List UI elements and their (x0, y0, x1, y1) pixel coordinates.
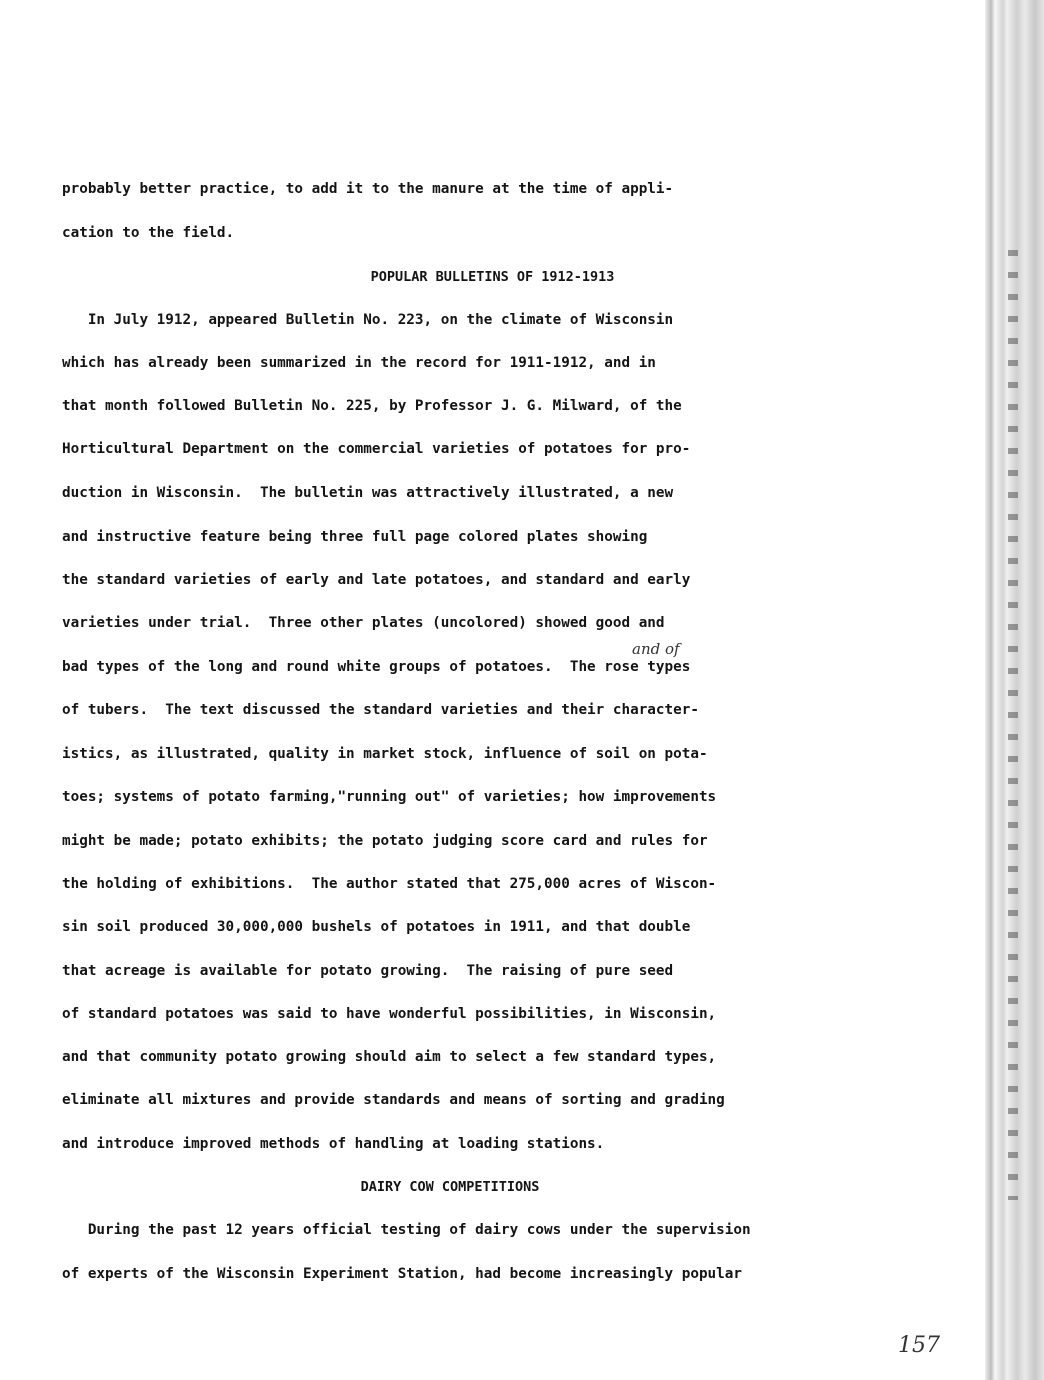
section-heading-popular-bulletins: POPULAR BULLETINS OF 1912-1913 (370, 269, 615, 285)
text-line: In July 1912, appeared Bulletin No. 223, on the climate of Wisconsin (62, 312, 674, 328)
text-line: and that community potato growing should aim to select a few standard types, (62, 1049, 717, 1065)
text-line: probably better practice, to add it to the manure at the time of appli- (62, 181, 674, 197)
page-edge-marks (1008, 250, 1018, 1200)
text-line: that month followed Bulletin No. 225, by Professor J. G. Milward, of the (62, 398, 682, 414)
text-line: Horticultural Department on the commercial varieties of potatoes for pro- (62, 441, 691, 457)
text-line: and introduce improved methods of handling at loading stations. (62, 1136, 605, 1152)
text-line: of experts of the Wisconsin Experiment Station, had become increasingly popular (62, 1266, 742, 1282)
handwritten-insertion: and of (632, 640, 680, 658)
text-line: of tubers. The text discussed the standard varieties and their character- (62, 702, 699, 718)
section-heading-dairy-cow-competitions: DAIRY COW COMPETITIONS (360, 1179, 540, 1195)
text-line: bad types of the long and round white groups of potatoes. The rose types (62, 659, 691, 675)
text-line: the standard varieties of early and late potatoes, and standard and early (62, 572, 691, 588)
text-line: of standard potatoes was said to have wonderful possibilities, in Wisconsin, (62, 1006, 717, 1022)
text-line: toes; systems of potato farming,"running out" of varieties; how improvements (62, 789, 717, 805)
text-line: and instructive feature being three full page colored plates showing (62, 529, 648, 545)
text-line: cation to the field. (62, 225, 235, 241)
text-line: which has already been summarized in the record for 1911-1912, and in (62, 355, 656, 371)
text-line: istics, as illustrated, quality in market stock, influence of soil on pota- (62, 746, 708, 762)
text-line: that acreage is available for potato growing. The raising of pure seed (62, 963, 674, 979)
text-line: eliminate all mixtures and provide standards and means of sorting and grading (62, 1092, 725, 1108)
page-number: 157 (898, 1333, 940, 1358)
text-line: duction in Wisconsin. The bulletin was attractively illustrated, a new (62, 485, 674, 501)
text-line: the holding of exhibitions. The author stated that 275,000 acres of Wiscon- (62, 876, 717, 892)
text-line: sin soil produced 30,000,000 bushels of potatoes in 1911, and that double (62, 919, 691, 935)
text-line: During the past 12 years official testing of dairy cows under the supervision (62, 1222, 751, 1238)
text-line: varieties under trial. Three other plates (uncolored) showed good and (62, 615, 665, 631)
text-line: might be made; potato exhibits; the potato judging score card and rules for (62, 833, 708, 849)
